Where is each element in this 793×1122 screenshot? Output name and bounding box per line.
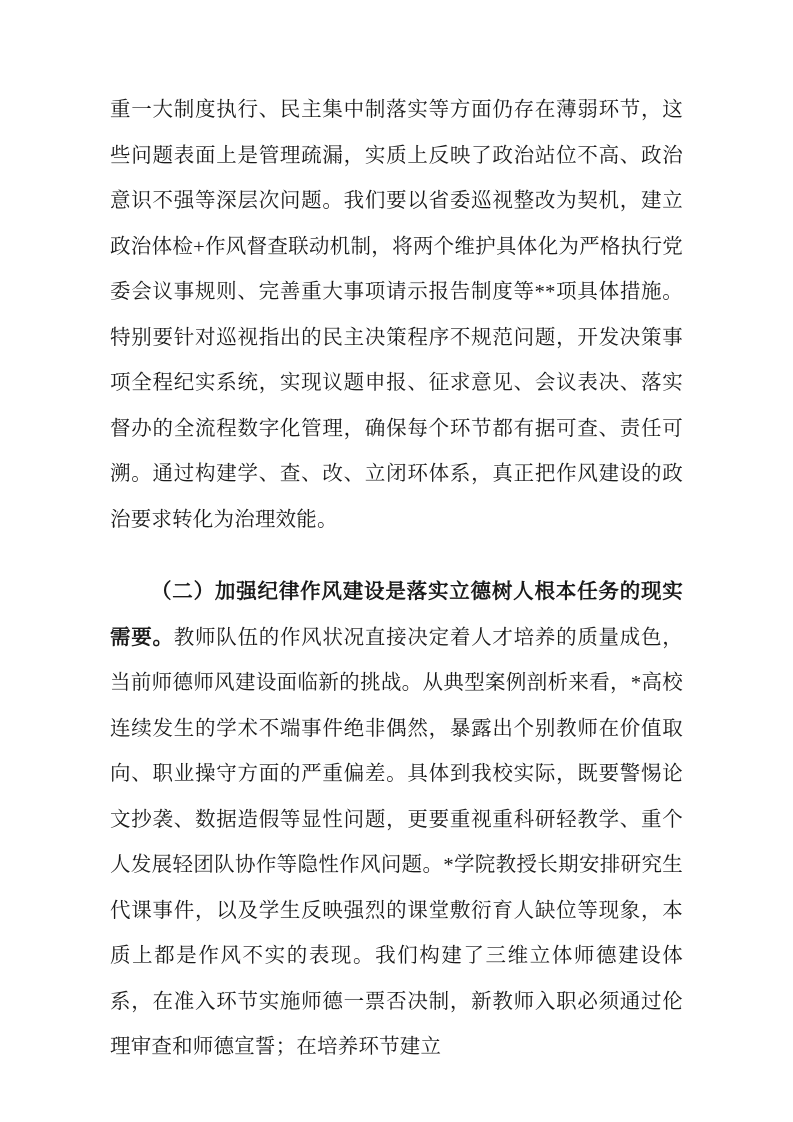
paragraph-2-text: 教师队伍的作风状况直接决定着人才培养的质量成色，当前师德师风建设面临新的挑战。从典型案例剖析来看，*高校连续发生的学术不端事件绝非偶然，暴露出个别教师在价值取向、职业操守方面的严重偏差。具体到我校实际，既要警惕论文抄袭、数据造假等显性问题，更要重视重科研轻教学、重个人发展轻团队协作等隐性作风问题。*学院教授长期安排研究生代课事件，以及学生反映强烈的课堂敷衍育人缺位等现象，本质上都是作风不实的表现。我们构建了三维立体师德建设体系，在准入环节实施师德一票否决制，新教师入职必须通过伦理审查和师德宣誓；在培养环节建立 (110, 626, 683, 1058)
document-body (110, 88, 683, 1071)
paragraph-2 (110, 570, 683, 1071)
paragraph-2-heading: （二）加强纪律作风建设是落实立德树人根本任务的现实需要。 (110, 581, 683, 649)
paragraph-1: 重一大制度执行、民主集中制落实等方面仍存在薄弱环节，这些问题表面上是管理疏漏，实质上反映了政治站位不高、政治意识不强等深层次问题。我们要以省委巡视整改为契机，建立政治体检+作风督查联动机制，将两个维护具体化为严格执行党委会议事规则、完善重大事项请示报告制度等**项具体措施。特别要针对巡视指出的民主决策程序不规范问题，开发决策事项全程纪实系统，实现议题申报、征求意见、会议表决、落实督办的全流程数字化管理，确保每个环节都有据可查、责任可溯。通过构建学、查、改、立闭环体系，真正把作风建设的政治要求转化为治理效能。 (110, 99, 683, 531)
